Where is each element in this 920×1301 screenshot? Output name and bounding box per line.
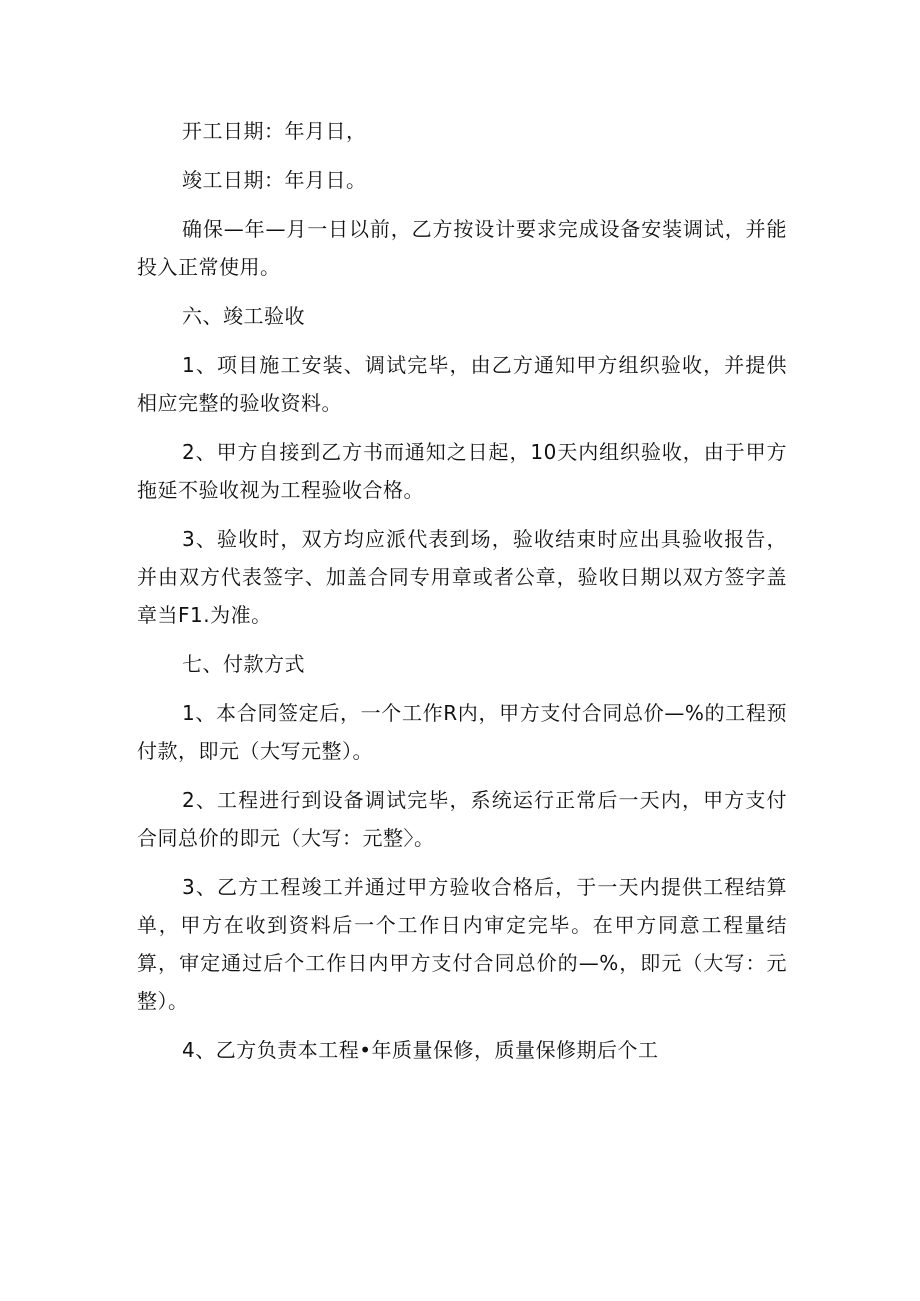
- section-heading-payment: 七、付款方式: [182, 652, 305, 676]
- start-date-line: 开工日期：年月日，: [182, 119, 367, 143]
- payment-clause-3: 3、乙方工程竣工并通过甲方验收合格后，于一天内提供工程结算单，甲方在收到资料后一个工作日内审定完毕。在甲方同意工程量结算，审定通过后个工作日内甲方支付合同总价的—%，即元（大写：元整）。: [137, 875, 787, 1013]
- payment-clause-1: 1、本合同签定后，一个工作R内，甲方支付合同总价—%的工程预付款，即元（大写元整）。: [137, 701, 787, 763]
- acceptance-clause-2: 2、甲方自接到乙方书而通知之日起，10天内组织验收，由于甲方拖延不验收视为工程验收合格。: [137, 440, 787, 502]
- installation-deadline-paragraph: 确保—年—月一日以前，乙方按设计要求完成设备安装调试，并能投入正常使用。: [137, 217, 787, 279]
- section-heading-acceptance: 六、竣工验收: [182, 304, 305, 328]
- payment-clause-4: 4、乙方负责本工程•年质量保修，质量保修期后个工: [182, 1038, 659, 1062]
- payment-clause-2: 2、工程进行到设备调试完毕，系统运行正常后一天内，甲方支付合同总价的即元（大写：元整〉。: [137, 788, 787, 850]
- document-body: [137, 112, 787, 1080]
- acceptance-clause-1: 1、项目施工安装、调试完毕，由乙方通知甲方组织验收，并提供相应完整的验收资料。: [137, 353, 787, 415]
- completion-date-line: 竣工日期：年月日。: [182, 168, 367, 192]
- acceptance-clause-3: 3、验收时，双方均应派代表到场，验收结束时应出具验收报告，并由双方代表签字、加盖合同专用章或者公章，验收日期以双方签字盖章当F1.为准。: [137, 527, 787, 627]
